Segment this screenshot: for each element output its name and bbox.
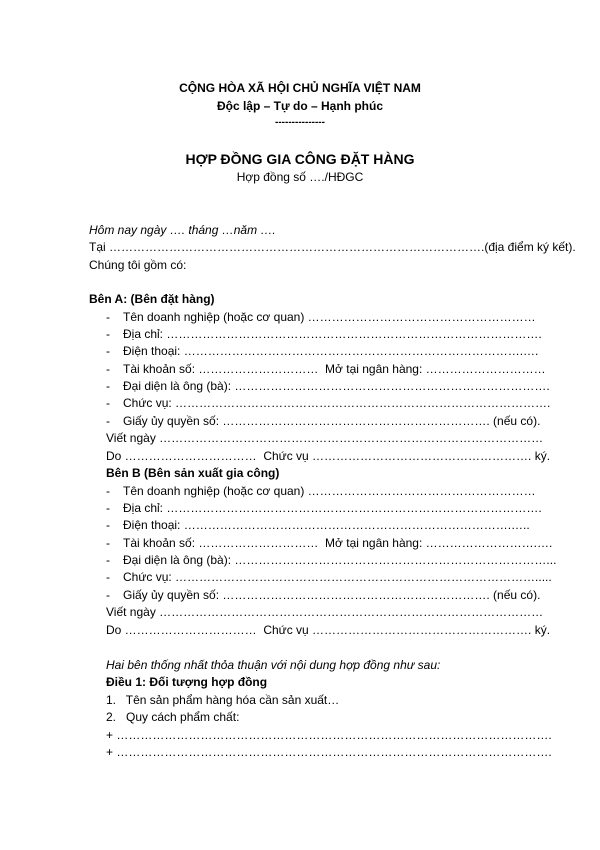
party-b-heading: Bên B (Bên sản xuất gia công): [106, 466, 280, 480]
article-1-title: Điều 1: Đối tượng hợp đồng: [106, 675, 268, 689]
bullet: -: [106, 344, 110, 358]
party-b-signed-by: Do …………………………… Chức vụ ………………………………………………. ký.: [106, 623, 551, 637]
party-a-position: Chức vụ: ………………………………………………………………………………….: [123, 396, 551, 410]
contract-date: Hôm nay ngày …. tháng …năm ….: [89, 223, 276, 237]
party-a-representative: Đại diện là ông (bà): …………………………………………………………………….: [123, 379, 550, 393]
bullet: -: [106, 379, 110, 393]
party-b-phone: Điện thoại: ……………………………………………………………………….…..: [123, 518, 530, 532]
party-a-address: Địa chỉ: ………………………………………………………………………………….: [123, 327, 542, 341]
party-a-account: Tài khoản số: ………………………… Mở tại ngân hàng: …………………………: [123, 362, 546, 376]
party-b-company: Tên doanh nghiệp (hoặc cơ quan) …………………………………………………: [123, 484, 536, 498]
bullet: -: [106, 310, 110, 324]
article-1-item-2: 2. Quy cách phẩm chất:: [106, 710, 240, 724]
party-b-address: Địa chỉ: ………………………………………………………………………………….: [123, 501, 542, 515]
party-b-account: Tài khoản số: ………………………… Mở tại ngân hàng: ……………………….….: [123, 536, 553, 550]
bullet: -: [106, 553, 110, 567]
party-a-company: Tên doanh nghiệp (hoặc cơ quan) …………………………………………………: [123, 310, 536, 324]
parties-intro: Chúng tôi gồm có:: [89, 258, 187, 272]
signing-place: Tại ………………………………………………………………………………….(địa điểm ký kết).: [89, 240, 576, 254]
quality-spec-line: + ……………………………………………………………………………………………….: [106, 728, 552, 742]
header-rule: ---------------: [275, 117, 325, 128]
agreement-intro: Hai bên thống nhất thỏa thuận với nội dung hợp đồng như sau:: [106, 658, 441, 672]
party-b-authorization: Giấy ủy quyền số: …………………………………………………………. (nếu có).: [123, 588, 541, 602]
contract-number: Hợp đồng số …./HĐGC: [236, 170, 364, 184]
party-a-signed-by: Do …………………………… Chức vụ ………………………………………………. ký.: [106, 449, 551, 463]
quality-spec-line: + ……………………………………………………………………………………………….: [106, 745, 552, 759]
bullet: -: [106, 536, 110, 550]
bullet: -: [106, 484, 110, 498]
bullet: -: [106, 414, 110, 428]
party-a-authorization: Giấy ủy quyền số: …………………………………………………………. (nếu có).: [123, 414, 541, 428]
bullet: -: [106, 518, 110, 532]
party-a-heading: Bên A: (Bên đặt hàng): [89, 292, 215, 306]
motto: Độc lập – Tự do – Hạnh phúc: [216, 99, 384, 113]
article-1-item-1: 1. Tên sản phẩm hàng hóa cần sản xuất…: [106, 693, 340, 707]
contract-title: HỢP ĐỒNG GIA CÔNG ĐẶT HÀNG: [185, 151, 415, 167]
country-heading: CỘNG HÒA XÃ HỘI CHỦ NGHĨA VIỆT NAM: [179, 81, 421, 95]
party-a-written-date: Viết ngày ……………………………………………………………………………………: [106, 431, 544, 445]
bullet: -: [106, 327, 110, 341]
bullet: -: [106, 396, 110, 410]
bullet: -: [106, 501, 110, 515]
party-b-written-date: Viết ngày ……………………………………………………………………………………: [106, 605, 544, 619]
bullet: -: [106, 588, 110, 602]
party-b-position: Chức vụ: ……………………………………………………………………………….....: [123, 570, 552, 584]
party-b-representative: Đại diện là ông (bà): ……………………………………………………………………...: [123, 553, 557, 567]
bullet: -: [106, 570, 110, 584]
party-a-phone: Điện thoại: ………………………………………………………………………….….: [123, 344, 539, 358]
bullet: -: [106, 362, 110, 376]
